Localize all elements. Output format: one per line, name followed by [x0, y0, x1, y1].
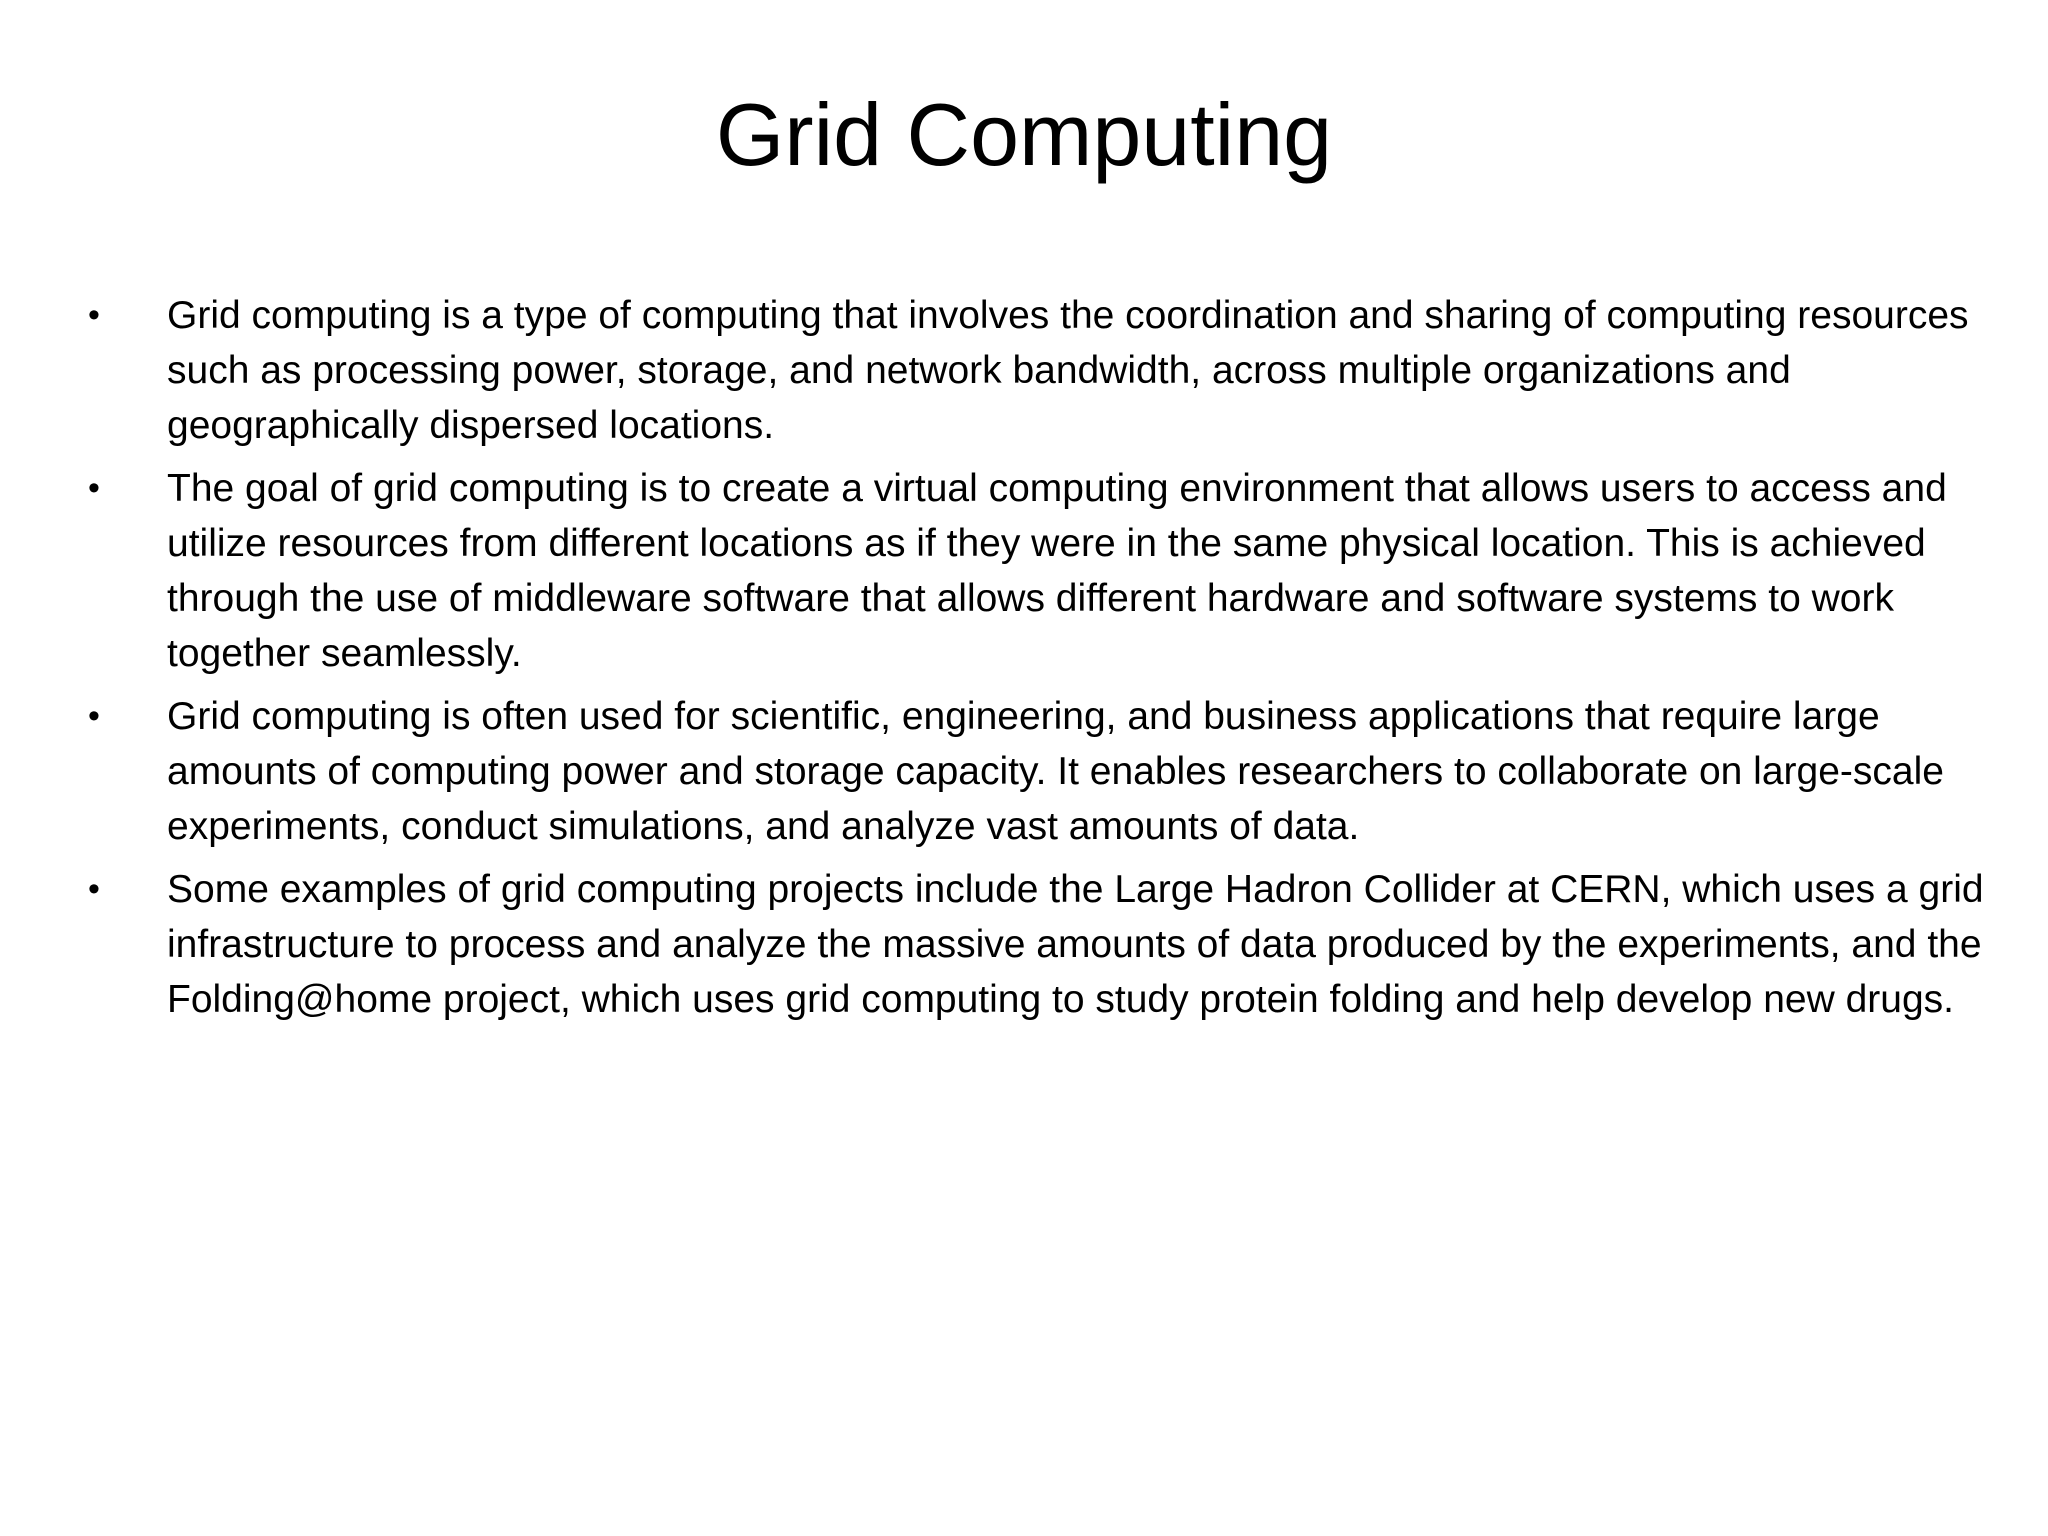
bullet-icon: •	[88, 469, 100, 507]
bullet-text: The goal of grid computing is to create a virtual computing environment that allows users to access and utilize resources from different locations as if they were in the same physical location. This is achieved through the use of middleware software that allows different hardware and software systems to work together seamlessly.	[167, 467, 1947, 675]
list-item	[88, 288, 1988, 453]
bullet-icon: •	[88, 296, 100, 334]
bullet-text: Some examples of grid computing projects include the Large Hadron Collider at CERN, which uses a grid infrastructure to process and analyze the massive amounts of data produced by the experiments, and the Folding@home project, which uses grid computing to study protein folding and help develop new drugs.	[167, 868, 1984, 1021]
list-item	[88, 862, 1988, 1027]
bullet-icon: •	[88, 697, 100, 735]
slide-title: Grid Computing	[715, 85, 1333, 184]
bullet-text: Grid computing is a type of computing that involves the coordination and sharing of computing resources such as processing power, storage, and network bandwidth, across multiple organizations and geographically dispersed locations.	[167, 294, 1969, 447]
list-item	[88, 689, 1988, 854]
bullet-list	[88, 288, 1988, 1035]
bullet-text: Grid computing is often used for scientific, engineering, and business applications that require large amounts of computing power and storage capacity. It enables researchers to collaborate on large-scale experiments, conduct simulations, and analyze vast amounts of data.	[167, 695, 1944, 848]
bullet-icon: •	[88, 870, 100, 908]
list-item	[88, 461, 1988, 681]
